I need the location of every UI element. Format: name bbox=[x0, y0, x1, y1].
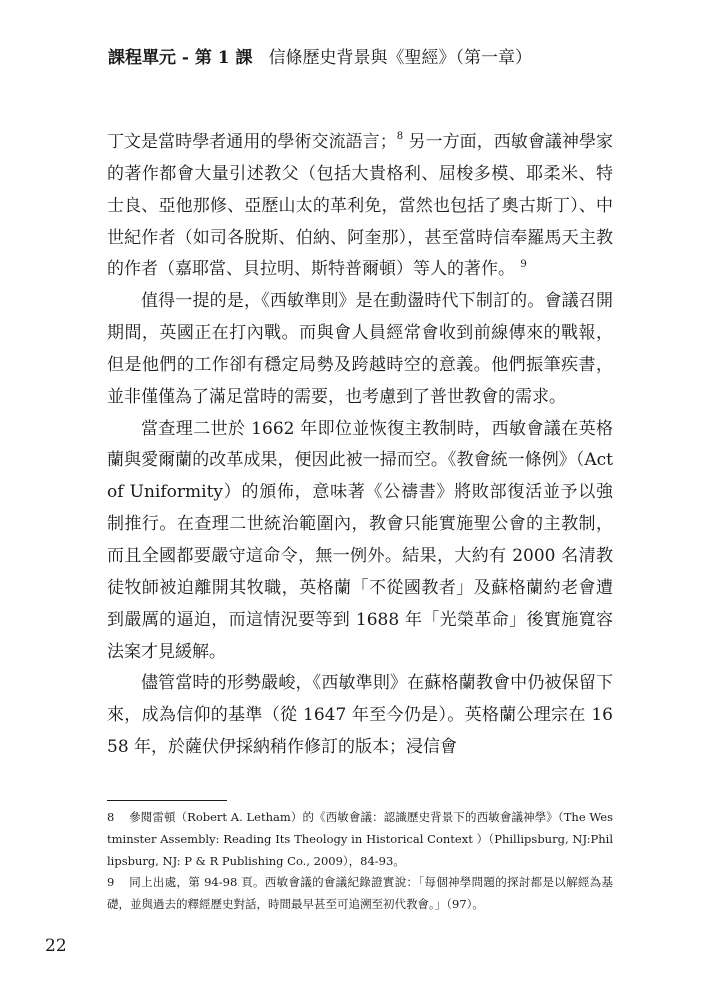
running-header bbox=[108, 46, 628, 70]
main-text bbox=[107, 127, 613, 764]
paragraph-4: 儘管當時的形勢嚴峻，《西敏準則》在蘇格蘭教會中仍被保留下來，成為信仰的基準（從 1647 年至今仍是）。英格蘭公理宗在 1658 年，於薩伏伊採納稍作修訂的版本；浸信會 bbox=[107, 673, 613, 758]
paragraph-1: 丁文是當時學者通用的學術交流語言；$^8$ 另一方面，西敏會議神學家的著作都會大量引述教父（包括大貴格利、屈梭多模、耶柔米、特士良、亞他那修、亞歷山太的革利免，當然也包括了奧古斯丁）、中世紀作者（如司各脫斯、伯納、阿奎那），甚至當時信奉羅馬天主教的作者（嘉耶當、貝拉明、斯特普爾頓）等人的著作。 $^9$ bbox=[107, 131, 614, 280]
footnote-text: 同上出處，第 94-98 頁。西敏會議的會議紀錄證實說：「每個神學問題的探討都是以解經為基礎，並與過去的釋經歷史對話，時間最早甚至可追溯至初代教會。」（97）。 bbox=[107, 875, 613, 912]
footnote-8 bbox=[107, 807, 613, 872]
footnote-9 bbox=[107, 872, 613, 916]
page-number: 22 bbox=[45, 936, 67, 956]
paragraph-2: 值得一提的是，《西敏準則》是在動盪時代下制訂的。會議召開期間，英國正在打內戰。而與會人員經常會收到前線傳來的戰報，但是他們的工作卻有穩定局勢及跨越時空的意義。他們振筆疾書，並非僅僅為了滿足當時的需要，也考慮到了普世教會的需求。 bbox=[107, 291, 613, 407]
footnote-number: 8 bbox=[107, 810, 115, 824]
footnote-text: 參閱雷頓（Robert A. Letham）的《西敏會議：認識歷史背景下的西敏會議神學》（The Westminster Assembly: Reading Its Theology in Historical Context ）（Phillipsburg, NJ:Phillipsburg, NJ: P & R Publishing Co., 2009），84-93。 bbox=[107, 810, 613, 868]
footnote-ref-9[interactable]: 9 bbox=[520, 258, 527, 270]
footnotes bbox=[107, 807, 613, 916]
header-unit-label: 課程單元 - 第 1 課 bbox=[108, 48, 253, 68]
footnote-number: 9 bbox=[107, 875, 115, 890]
paragraph-3: 當查理二世於 1662 年即位並恢復主教制時，西敏會議在英格蘭與愛爾蘭的改革成果，便因此被一掃而空。《教會統一條例》（Act of Uniformity）的頒佈，意味著《公禱書》將敗部復活並予以強制推行。在查理二世統治範圍內，教會只能實施聖公會的主教制，而且全國都要嚴守這命令，無一例外。結果，大約有 2000 名清教徒牧師被迫離開其牧職，英格蘭「不從國教者」及蘇格蘭約老會遭到嚴厲的逼迫，而這情況要等到 1688 年「光榮革命」後實施寬容法案才見緩解。 bbox=[107, 418, 613, 662]
footnote-ref-8[interactable]: 8 bbox=[396, 131, 404, 143]
footnote-divider bbox=[107, 800, 227, 801]
header-chapter-title: 信條歷史背景與《聖經》（第一章） bbox=[268, 48, 533, 68]
